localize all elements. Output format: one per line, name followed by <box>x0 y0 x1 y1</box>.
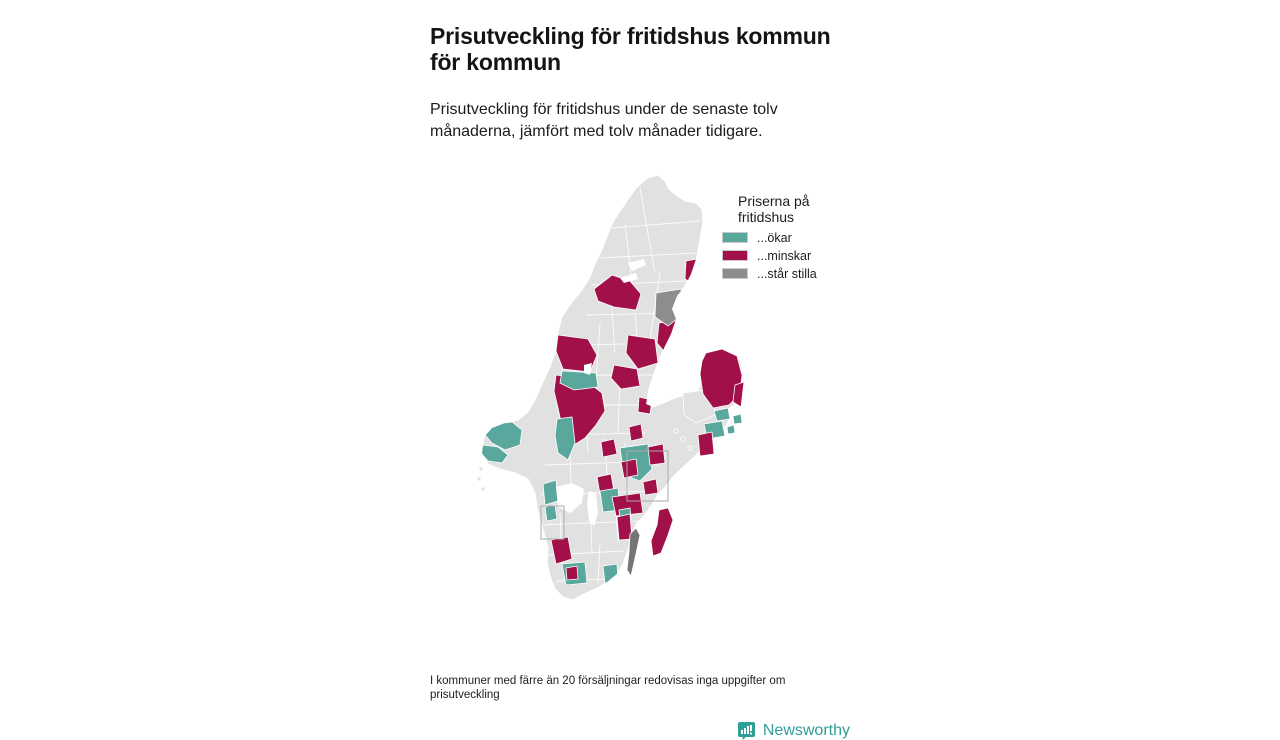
newsworthy-logo-icon <box>737 721 756 740</box>
footnote <box>430 675 850 702</box>
legend-swatch-minskar <box>722 250 748 261</box>
municipality-t15-okar <box>603 564 618 583</box>
municipality-g1-stilla <box>655 289 684 326</box>
legend-item-stilla <box>722 268 852 279</box>
municipality-t5-okar <box>545 505 557 521</box>
municipality-t4-okar <box>543 480 558 505</box>
legend-swatch-okar <box>722 232 748 243</box>
map-legend <box>722 193 852 279</box>
municipality-r17-minskar <box>698 432 714 456</box>
municipality-r11-minskar <box>629 424 643 441</box>
municipality-r10-minskar <box>733 382 744 407</box>
subtitle-line-2: månaderna, jämfört med tolv månader tidigare. <box>430 123 763 141</box>
title-line-1: Prisutveckling för fritidshus kommun <box>430 23 831 50</box>
subtitle-line-1: Prisutveckling för fritidshus under de senaste tolv <box>430 101 778 119</box>
newsworthy-brand-link[interactable]: Newsworthy <box>762 721 850 739</box>
legend-label-okar: ...ökar <box>757 230 792 245</box>
legend-label-stilla: ...står stilla <box>757 266 817 281</box>
municipality-r12-minskar <box>601 439 617 457</box>
title-line-2: för kommun <box>430 49 561 76</box>
map-area <box>430 165 850 665</box>
footnote-line-2: prisutveckling <box>430 688 500 701</box>
footnote-line-1: I kommuner med färre än 20 försäljningar redovisas inga uppgifter om <box>430 675 786 688</box>
municipality-r13-minskar <box>648 444 665 465</box>
legend-label-minskar: ...minskar <box>757 248 812 263</box>
page-title <box>430 23 880 75</box>
brand-row <box>430 721 850 740</box>
municipality-t12-okar <box>727 425 735 434</box>
municipality-t11-okar <box>733 414 742 424</box>
municipality-r19-minskar <box>651 508 673 556</box>
legend-title: Priserna på fritidshus <box>738 193 810 226</box>
legend-item-minskar <box>722 250 852 261</box>
legend-swatch-stilla <box>722 268 748 279</box>
municipality-r22-minskar <box>643 479 658 495</box>
legend-item-okar <box>722 232 852 243</box>
municipality-r14-minskar <box>621 459 638 478</box>
content-column <box>430 0 850 740</box>
municipality-r21-minskar <box>566 566 578 580</box>
subtitle <box>430 99 870 143</box>
